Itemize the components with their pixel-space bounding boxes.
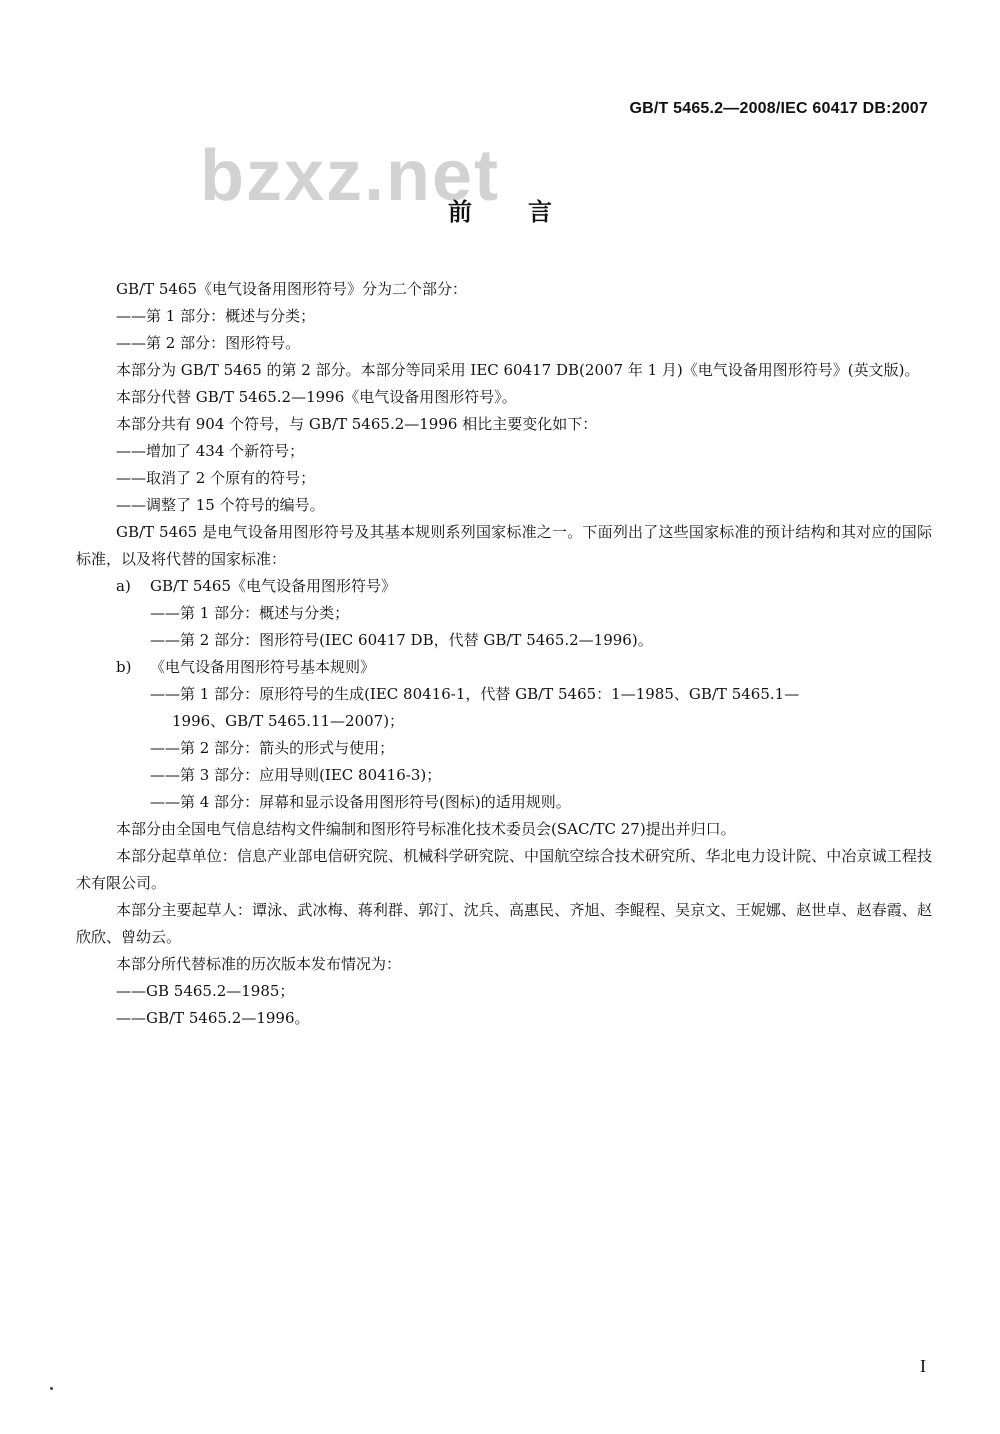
paragraph-changes: 本部分共有 904 个符号，与 GB/T 5465.2—1996 相比主要变化如下： bbox=[116, 415, 598, 433]
paragraph-drafting-units: 本部分起草单位：信息产业部电信研究院、机械科学研究院、中国航空综合技术研究所、华北电力设计院、中冶京诚工程技术有限公司。 bbox=[76, 847, 932, 892]
list-a bbox=[76, 573, 932, 600]
paragraph-replaces: 本部分代替 GB/T 5465.2—1996《电气设备用图形符号》。 bbox=[116, 388, 517, 406]
list-item-part1: ——第 1 部分：概述与分类； bbox=[116, 307, 316, 325]
list-item-history-1985: ——GB 5465.2—1985； bbox=[116, 982, 295, 1000]
list-item-removed: ——取消了 2 个原有的符号； bbox=[116, 469, 316, 487]
list-b-item-4: ——第 4 部分：屏幕和显示设备用图形符号(图标)的适用规则。 bbox=[150, 793, 571, 811]
list-item-renumbered: ——调整了 15 个符号的编号。 bbox=[116, 496, 325, 514]
list-item-added: ——增加了 434 个新符号； bbox=[116, 442, 305, 460]
paragraph-history: 本部分所代替标准的历次版本发布情况为： bbox=[116, 955, 402, 973]
standard-code-header: GB/T 5465.2—2008/IEC 60417 DB:2007 bbox=[629, 100, 928, 117]
page-number: I bbox=[920, 1356, 926, 1376]
document-body bbox=[76, 276, 932, 1032]
list-a-item-1: ——第 1 部分：概述与分类； bbox=[150, 604, 350, 622]
list-b-tag: b) bbox=[116, 658, 132, 676]
list-b-item-1-line1: ——第 1 部分：原形符号的生成(IEC 80416-1，代替 GB/T 5465：1—1985、GB/T 5465.1— bbox=[150, 685, 800, 703]
list-b-item-3: ——第 3 部分：应用导则(IEC 80416-3)； bbox=[150, 766, 442, 784]
list-b-text: 《电气设备用图形符号基本规则》 bbox=[150, 658, 376, 676]
list-a-item-2: ——第 2 部分：图形符号(IEC 60417 DB，代替 GB/T 5465.2—1996)。 bbox=[150, 631, 653, 649]
paragraph-drafters: 本部分主要起草人：谭泳、武冰梅、蒋利群、郭汀、沈兵、高惠民、齐旭、李鲲程、吴京文、王妮娜、赵世卓、赵春霞、赵欣欣、曾幼云。 bbox=[76, 901, 932, 946]
list-b-item-2: ——第 2 部分：箭头的形式与使用； bbox=[150, 739, 395, 757]
list-item-part2: ——第 2 部分：图形符号。 bbox=[116, 334, 301, 352]
paragraph-series: GB/T 5465 是电气设备用图形符号及其基本规则系列国家标准之一。下面列出了这些国家标准的预计结构和其对应的国际标准，以及将代替的国家标准： bbox=[76, 523, 932, 568]
list-b-item-1-line2: 1996、GB/T 5465.11—2007)； bbox=[172, 712, 405, 730]
list-b bbox=[76, 654, 932, 681]
list-a-tag: a) bbox=[116, 577, 131, 595]
paragraph-adoption: 本部分为 GB/T 5465 的第 2 部分。本部分等同采用 IEC 60417 DB(2007 年 1 月)《电气设备用图形符号》(英文版)。 bbox=[116, 361, 920, 379]
scan-speck bbox=[50, 1387, 53, 1390]
page-title: 前言 bbox=[448, 198, 608, 226]
paragraph-intro: GB/T 5465《电气设备用图形符号》分为二个部分： bbox=[116, 280, 468, 298]
paragraph-committee: 本部分由全国电气信息结构文件编制和图形符号标准化技术委员会(SAC/TC 27)提出并归口。 bbox=[116, 820, 736, 838]
watermark-text: bzxz.net bbox=[200, 136, 501, 216]
list-item-history-1996: ——GB/T 5465.2—1996。 bbox=[116, 1009, 310, 1027]
list-a-text: GB/T 5465《电气设备用图形符号》 bbox=[150, 577, 397, 595]
